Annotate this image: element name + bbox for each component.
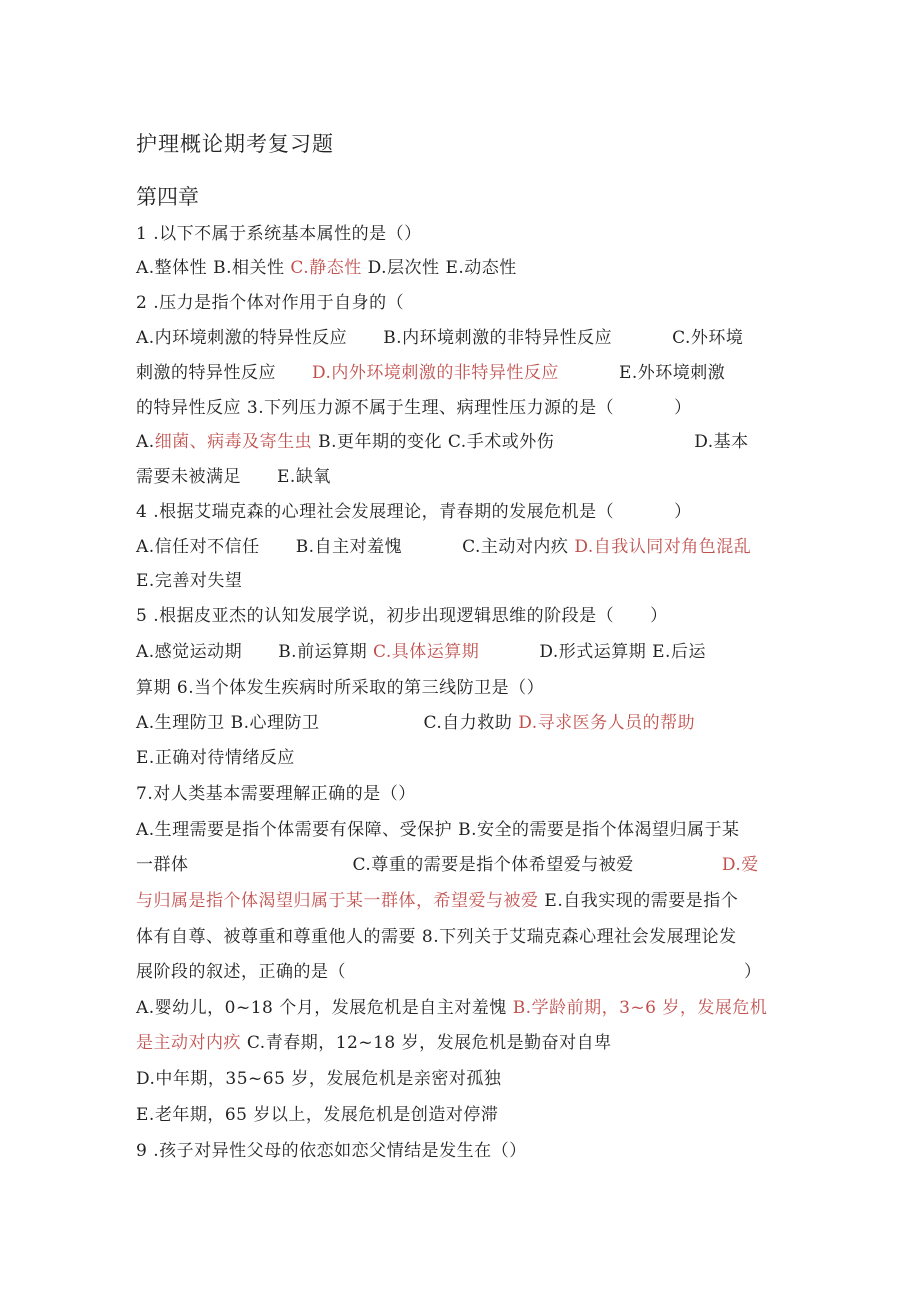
question-8-option-e: E.老年期，65 岁以上，发展危机是创造对停滞 <box>136 1105 499 1125</box>
question-1: 1 .以下不属于系统基本属性的是（） <box>136 224 422 244</box>
question-7: 7.对人类基本需要理解正确的是（） <box>136 784 416 804</box>
question-6: 算期 6.当个体发生疾病时所采取的第三线防卫是（） <box>136 678 545 698</box>
question-4: 4 .根据艾瑞克森的心理社会发展理论，青春期的发展危机是（ ） <box>136 502 692 522</box>
answer-highlight: C.具体运算期 <box>373 642 480 662</box>
answer-highlight: 是主动对内疚 <box>136 1033 241 1053</box>
answer-highlight: D.寻求医务人员的帮助 <box>518 713 696 733</box>
answer-highlight: D.内外环境刺激的非特异性反应 <box>312 363 559 383</box>
question-7-options-line-1: A.生理需要是指个体需要有保障、受保护 B.安全的需要是指个体渴望归属于某 <box>136 820 740 840</box>
answer-highlight: D.自我认同对角色混乱 <box>574 537 752 557</box>
question-6-options: A.生理防卫 B.心理防卫 C.自力救助 D.寻求医务人员的帮助 <box>136 713 696 733</box>
question-4-option-e: E.完善对失望 <box>136 571 243 591</box>
question-8-options-line-2: 是主动对内疚 C.青春期，12~18 岁，发展危机是勤奋对自卑 <box>136 1033 612 1053</box>
question-3: 的特异性反应 3.下列压力源不属于生理、病理性压力源的是（ ） <box>136 398 692 418</box>
question-7-options-line-3: 与归属是指个体渴望归属于某一群体，希望爱与被爱 E.自我实现的需要是指个 <box>136 891 739 911</box>
question-4-options: A.信任对不信任 B.自主对羞愧 C.主动对内疚 D.自我认同对角色混乱 <box>136 537 752 557</box>
chapter-heading: 第四章 <box>136 185 199 209</box>
question-2-options-line-1: A.内环境刺激的特异性反应 B.内环境刺激的非特异性反应 C.外环境 <box>136 328 744 348</box>
question-8: 体有自尊、被尊重和尊重他人的需要 8.下列关于艾瑞克森心理社会发展理论发 <box>136 927 737 947</box>
question-5: 5 .根据皮亚杰的认知发展学说，初步出现逻辑思维的阶段是（ ） <box>136 606 668 626</box>
question-2: 2 .压力是指个体对作用于自身的（ <box>136 293 405 313</box>
question-9: 9 .孩子对异性父母的依恋如恋父情结是发生在（） <box>136 1141 527 1161</box>
question-3-options-line-2: 需要未被满足 E.缺氧 <box>136 467 331 487</box>
question-6-option-e: E.正确对待情绪反应 <box>136 748 295 768</box>
question-8-options-line-1: A.婴幼儿，0~18 个月，发展危机是自主对羞愧 B.学龄前期，3~6 岁，发展危机 <box>136 998 768 1018</box>
answer-highlight: C.静态性 <box>290 258 362 278</box>
answer-highlight: D.爱 <box>721 855 759 875</box>
question-8-option-d: D.中年期，35~65 岁，发展危机是亲密对孤独 <box>136 1069 502 1089</box>
question-3-options-line-1: A.细菌、病毒及寄生虫 B.更年期的变化 C.手术或外伤 D.基本 <box>136 432 749 452</box>
question-5-options: A.感觉运动期 B.前运算期 C.具体运算期 D.形式运算期 E.后运 <box>136 642 706 662</box>
question-8-continued: 展阶段的叙述，正确的是（ ） <box>136 962 762 982</box>
answer-highlight: 细菌、病毒及寄生虫 <box>154 432 313 452</box>
answer-highlight: B.学龄前期，3~6 岁，发展危机 <box>512 998 768 1018</box>
question-2-options-line-2: 刺激的特异性反应 D.内外环境刺激的非特异性反应 E.外环境刺激 <box>136 363 726 383</box>
question-1-options: A.整体性 B.相关性 C.静态性 D.层次性 E.动态性 <box>136 258 517 278</box>
answer-highlight: 与归属是指个体渴望归属于某一群体，希望爱与被爱 <box>136 891 539 911</box>
document-title: 护理概论期考复习题 <box>136 132 334 156</box>
question-7-options-line-2: 一群体 C.尊重的需要是指个体希望爱与被爱 D.爱 <box>136 855 759 875</box>
